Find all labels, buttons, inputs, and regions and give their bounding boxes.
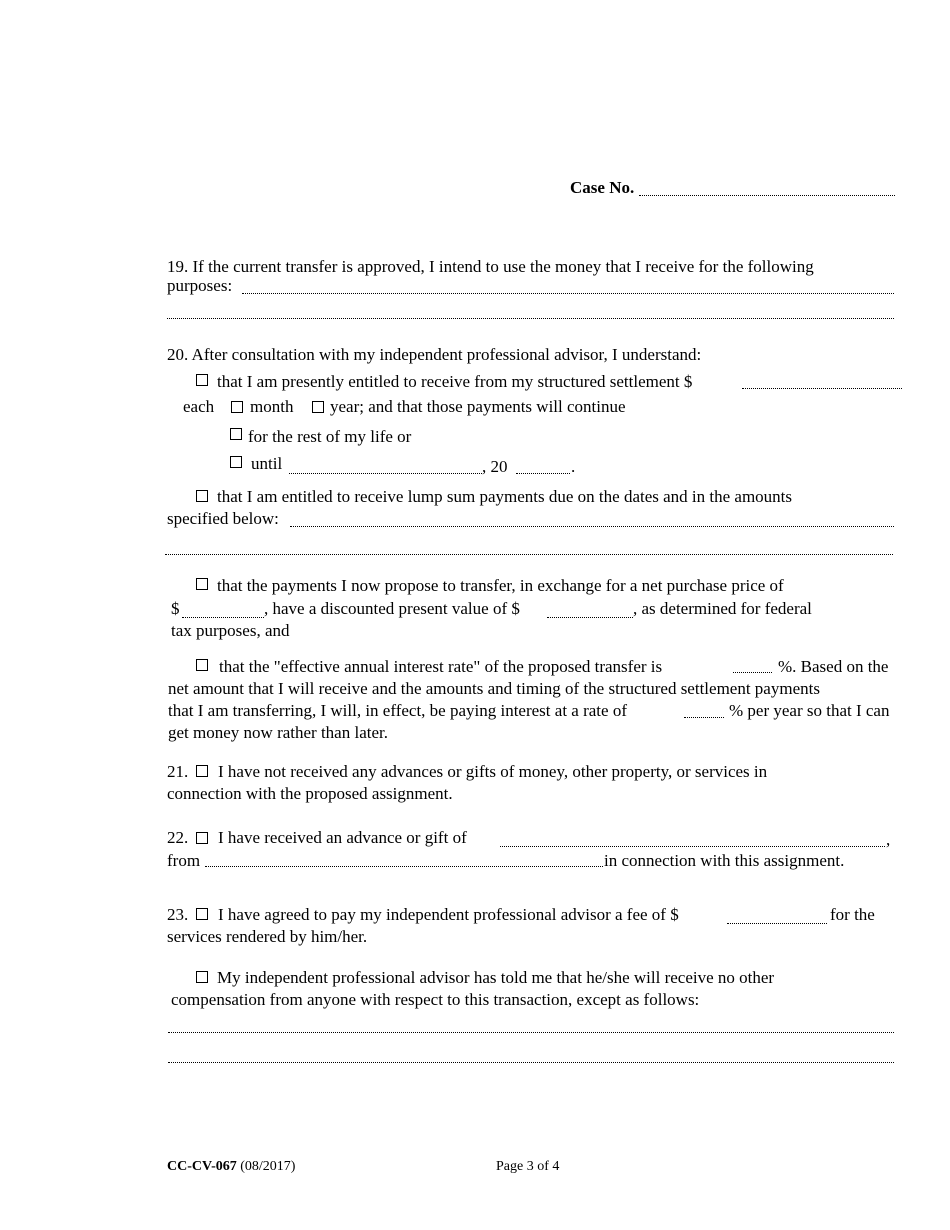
entitled-amount-field[interactable]: [742, 388, 902, 389]
rate-line3b: % per year so that I can: [729, 701, 890, 720]
rate-line2: net amount that I will receive and the amounts and timing of the structured settlement payments: [168, 679, 820, 698]
rate-line1b: %. Based on the: [778, 657, 889, 676]
advance-gift-field[interactable]: [500, 846, 885, 847]
per-year-rate-field[interactable]: [684, 717, 724, 718]
case-no-field[interactable]: [639, 195, 895, 196]
entitled-text: that I am presently entitled to receive from my structured settlement $: [217, 372, 693, 391]
lump-sum-field-2[interactable]: [165, 554, 893, 555]
payments-line1: that the payments I now propose to transfer, in exchange for a net purchase price of: [217, 576, 784, 595]
connection-text: in connection with this assignment.: [604, 851, 845, 870]
form-id: [167, 1157, 295, 1177]
tax-purposes-text: tax purposes, and: [171, 621, 290, 640]
for-the-text: for the: [830, 905, 875, 924]
form-code: CC-CV-067: [167, 1159, 237, 1174]
until-period: .: [571, 457, 576, 476]
rate-line4: get money now rather than later.: [168, 723, 388, 742]
item21-line2: connection with the proposed assignment.: [167, 784, 453, 803]
federal-text: , as determined for federal: [633, 599, 812, 618]
purchase-dollar-sign: $: [171, 599, 180, 618]
interest-rate-checkbox[interactable]: [196, 659, 208, 671]
each-label: each: [183, 397, 215, 416]
lump-sum-field-1[interactable]: [290, 526, 894, 527]
item19-purposes-label: purposes:: [167, 276, 233, 295]
item22-number: 22.: [167, 828, 189, 847]
until-checkbox[interactable]: [230, 456, 242, 468]
month-checkbox[interactable]: [231, 401, 243, 413]
rate-line1a: that the "effective annual interest rate" of the proposed transfer is: [219, 657, 663, 676]
purchase-price-field[interactable]: [182, 617, 264, 618]
fee-agreed-checkbox[interactable]: [196, 908, 208, 920]
year-checkbox[interactable]: [312, 401, 324, 413]
from-label: from: [167, 851, 201, 870]
payments-checkbox[interactable]: [196, 578, 208, 590]
rate-line3a: that I am transferring, I will, in effect, be paying interest at a rate of: [168, 701, 627, 720]
until-date-field[interactable]: [289, 473, 482, 474]
item23-line1: I have agreed to pay my independent professional advisor a fee of $: [218, 905, 679, 924]
form-date: (08/2017): [236, 1159, 296, 1174]
no-advances-checkbox[interactable]: [196, 765, 208, 777]
discounted-text: , have a discounted present value of $: [264, 599, 520, 618]
lump-sum-line1: that I am entitled to receive lump sum payments due on the dates and in the amounts: [217, 487, 793, 506]
until-year-field[interactable]: [516, 473, 570, 474]
purposes-field-2[interactable]: [167, 318, 894, 319]
item19-line1: 19. If the current transfer is approved, I intend to use the money that I receive for the following: [167, 257, 814, 276]
compensation-field-2[interactable]: [168, 1062, 894, 1063]
rest-of-life-label: for the rest of my life or: [248, 427, 412, 446]
received-advance-checkbox[interactable]: [196, 832, 208, 844]
compensation-line2: compensation from anyone with respect to this transaction, except as follows:: [171, 990, 700, 1009]
page-number: Page 3 of 4: [496, 1159, 560, 1174]
item22-line1: I have received an advance or gift of: [218, 828, 467, 847]
lump-sum-line2: specified below:: [167, 509, 279, 528]
item21-number: 21.: [167, 762, 189, 781]
item21-line1: I have not received any advances or gifts of money, other property, or services in: [218, 762, 768, 781]
lump-sum-checkbox[interactable]: [196, 490, 208, 502]
purposes-field-1[interactable]: [242, 293, 894, 294]
item22-comma: ,: [886, 830, 891, 849]
case-no-label: Case No.: [570, 178, 635, 197]
item20-intro: 20. After consultation with my independent professional advisor, I understand:: [167, 345, 702, 364]
compensation-line1: My independent professional advisor has told me that he/she will receive no other: [217, 968, 775, 987]
entitled-checkbox[interactable]: [196, 374, 208, 386]
item23-number: 23.: [167, 905, 189, 924]
month-label: month: [250, 397, 294, 416]
until-label: until: [251, 454, 283, 473]
rest-of-life-checkbox[interactable]: [230, 428, 242, 440]
compensation-field-1[interactable]: [168, 1032, 894, 1033]
year-prefix-label: , 20: [482, 457, 508, 476]
item23-line2: services rendered by him/her.: [167, 927, 368, 946]
from-field[interactable]: [205, 866, 603, 867]
fee-amount-field[interactable]: [727, 923, 827, 924]
no-other-compensation-checkbox[interactable]: [196, 971, 208, 983]
present-value-field[interactable]: [547, 617, 633, 618]
year-label: year; and that those payments will continue: [330, 397, 626, 416]
effective-rate-field[interactable]: [733, 672, 772, 673]
